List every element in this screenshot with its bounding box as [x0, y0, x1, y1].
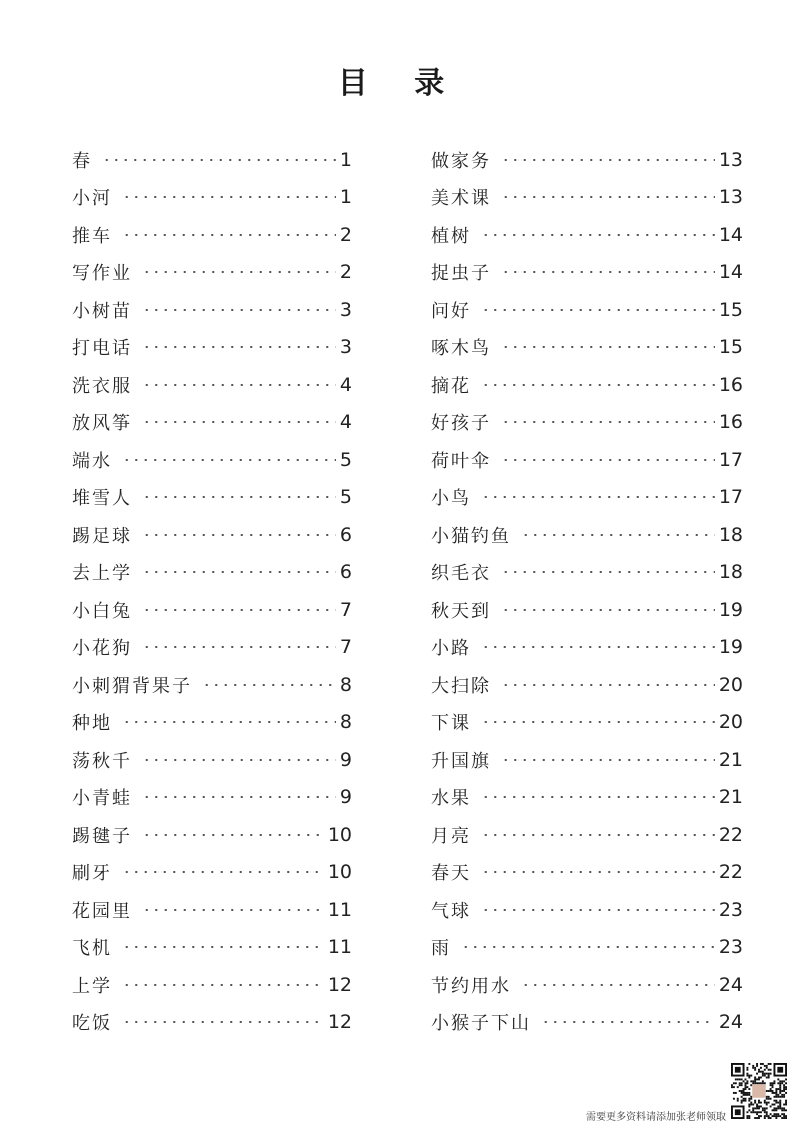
toc-entry-title: 小花狗 — [72, 638, 132, 660]
toc-entry-page: 1 — [339, 148, 352, 171]
toc-entry[interactable] — [431, 141, 743, 179]
toc-entry-title: 打电话 — [72, 338, 132, 360]
toc-entry-title: 小树苗 — [72, 300, 132, 322]
toc-entry-page: 14 — [718, 223, 743, 246]
toc-entry[interactable] — [431, 966, 743, 1004]
dot-leader — [481, 384, 715, 386]
toc-entry-title: 花园里 — [72, 900, 132, 922]
toc-entry[interactable] — [431, 891, 743, 929]
toc-entry-page: 11 — [327, 936, 352, 959]
toc-entry-title: 美术课 — [431, 188, 491, 210]
toc-entry-title: 秋天到 — [431, 600, 491, 622]
toc-entry[interactable] — [72, 854, 352, 892]
toc-entry-page: 7 — [339, 598, 352, 621]
toc-entry-title: 节约用水 — [431, 975, 511, 997]
toc-entry-page: 12 — [327, 1011, 352, 1034]
dot-leader — [501, 346, 715, 348]
toc-entry[interactable] — [431, 704, 743, 742]
toc-entry[interactable] — [431, 516, 743, 554]
dot-leader — [541, 1021, 715, 1023]
toc-entry[interactable] — [72, 666, 352, 704]
toc-entry-title: 雨 — [431, 938, 451, 960]
toc-entry-page: 7 — [339, 636, 352, 659]
toc-entry-page: 21 — [718, 748, 743, 771]
toc-entry-title: 荷叶伞 — [431, 450, 491, 472]
dot-leader — [501, 571, 715, 573]
toc-entry-page: 2 — [339, 261, 352, 284]
toc-entry-page: 18 — [718, 561, 743, 584]
dot-leader — [142, 496, 336, 498]
dot-leader — [142, 609, 336, 611]
toc-entry-page: 9 — [339, 748, 352, 771]
dot-leader — [501, 459, 715, 461]
toc-entry-title: 小猴子下山 — [431, 1013, 531, 1035]
toc-entry-page: 13 — [718, 148, 743, 171]
dot-leader — [481, 646, 715, 648]
toc-entry-page: 16 — [718, 373, 743, 396]
dot-leader — [501, 609, 715, 611]
toc-entry-page: 19 — [718, 636, 743, 659]
toc-entry-page: 12 — [327, 973, 352, 996]
dot-leader — [142, 534, 336, 536]
toc-entry-page: 22 — [718, 823, 743, 846]
dot-leader — [142, 796, 336, 798]
toc-entry-title: 下课 — [431, 713, 471, 735]
dot-leader — [122, 946, 324, 948]
toc-entry-title: 飞机 — [72, 938, 112, 960]
toc-entry-title: 小猫钓鱼 — [431, 525, 511, 547]
toc-entry[interactable] — [431, 629, 743, 667]
toc-entry-title: 啄木鸟 — [431, 338, 491, 360]
toc-entry-page: 24 — [718, 973, 743, 996]
dot-leader — [142, 571, 336, 573]
toc-entry[interactable] — [72, 479, 352, 517]
dot-leader — [202, 684, 336, 686]
dot-leader — [102, 159, 336, 161]
toc-entry-page: 13 — [718, 186, 743, 209]
dot-leader — [481, 496, 715, 498]
toc-entry-title: 织毛衣 — [431, 563, 491, 585]
toc-entry[interactable] — [431, 591, 743, 629]
toc-entry-page: 14 — [718, 261, 743, 284]
toc-entry[interactable] — [72, 216, 352, 254]
toc-entry-title: 上学 — [72, 975, 112, 997]
toc-entry[interactable] — [72, 891, 352, 929]
dot-leader — [501, 421, 715, 423]
dot-leader — [142, 909, 324, 911]
toc-entry-title: 小鸟 — [431, 488, 471, 510]
dot-leader — [142, 384, 336, 386]
dot-leader — [521, 984, 715, 986]
dot-leader — [122, 1021, 324, 1023]
toc-entry[interactable] — [72, 816, 352, 854]
toc-entry-page: 8 — [339, 711, 352, 734]
toc-entry[interactable] — [431, 779, 743, 817]
toc-entry-title: 吃饭 — [72, 1013, 112, 1035]
toc-entry-title: 摘花 — [431, 375, 471, 397]
dot-leader — [122, 984, 324, 986]
toc-entry-page: 10 — [327, 823, 352, 846]
toc-entry-page: 16 — [718, 411, 743, 434]
toc-entry-title: 去上学 — [72, 563, 132, 585]
dot-leader — [122, 234, 336, 236]
toc-entry[interactable] — [72, 554, 352, 592]
toc-entry[interactable] — [72, 404, 352, 442]
toc-entry[interactable] — [72, 704, 352, 742]
toc-entry-title: 春天 — [431, 863, 471, 885]
toc-entry[interactable] — [431, 329, 743, 367]
toc-entry-title: 气球 — [431, 900, 471, 922]
toc-entry[interactable] — [72, 366, 352, 404]
toc-entry-title: 写作业 — [72, 263, 132, 285]
toc-entry[interactable] — [431, 1004, 743, 1042]
footer-note: 需要更多资料请添加张老师领取 — [586, 1112, 726, 1123]
dot-leader — [142, 309, 336, 311]
toc-entry-page: 17 — [718, 486, 743, 509]
dot-leader — [142, 759, 336, 761]
toc-entry[interactable] — [431, 216, 743, 254]
page-title: 目 录 — [337, 66, 463, 101]
toc-entry-title: 月亮 — [431, 825, 471, 847]
dot-leader — [142, 834, 324, 836]
toc-entry[interactable] — [72, 516, 352, 554]
toc-entry[interactable] — [72, 966, 352, 1004]
toc-entry[interactable] — [72, 591, 352, 629]
toc-entry-page: 22 — [718, 861, 743, 884]
toc-entry[interactable] — [72, 179, 352, 217]
toc-entry-page: 6 — [339, 561, 352, 584]
toc-entry-title: 踢毽子 — [72, 825, 132, 847]
toc-entry-title: 刷牙 — [72, 863, 112, 885]
toc-entry[interactable] — [431, 929, 743, 967]
toc-entry-title: 大扫除 — [431, 675, 491, 697]
dot-leader — [501, 759, 715, 761]
toc-entry-title: 捉虫子 — [431, 263, 491, 285]
toc-entry-title: 植树 — [431, 225, 471, 247]
toc-entry-page: 15 — [718, 336, 743, 359]
toc-entry[interactable] — [431, 441, 743, 479]
toc-entry-page: 4 — [339, 411, 352, 434]
toc-entry-page: 5 — [339, 448, 352, 471]
toc-entry-title: 小河 — [72, 188, 112, 210]
toc-entry-title: 做家务 — [431, 150, 491, 172]
dot-leader — [481, 909, 715, 911]
toc-entry-title: 洗衣服 — [72, 375, 132, 397]
toc-entry-title: 小刺猬背果子 — [72, 675, 192, 697]
toc-entry[interactable] — [431, 404, 743, 442]
toc-entry-page: 1 — [339, 186, 352, 209]
dot-leader — [122, 196, 336, 198]
dot-leader — [501, 271, 715, 273]
dot-leader — [481, 234, 715, 236]
dot-leader — [501, 684, 715, 686]
toc-entry-page: 2 — [339, 223, 352, 246]
toc-entry-page: 18 — [718, 523, 743, 546]
toc-entry-title: 堆雪人 — [72, 488, 132, 510]
toc-entry-title: 端水 — [72, 450, 112, 472]
toc-entry[interactable] — [431, 366, 743, 404]
toc-entry[interactable] — [431, 179, 743, 217]
dot-leader — [521, 534, 715, 536]
toc-entry[interactable] — [431, 816, 743, 854]
dot-leader — [142, 646, 336, 648]
toc-entry[interactable] — [431, 291, 743, 329]
toc-entry[interactable] — [72, 441, 352, 479]
toc-entry-title: 水果 — [431, 788, 471, 810]
toc-entry[interactable] — [72, 741, 352, 779]
dot-leader — [122, 871, 324, 873]
dot-leader — [481, 796, 715, 798]
toc-entry[interactable] — [72, 779, 352, 817]
toc-entry-title: 荡秋千 — [72, 750, 132, 772]
toc-entry[interactable] — [72, 1004, 352, 1042]
qr-code-icon — [731, 1063, 787, 1119]
toc-entry-page: 8 — [339, 673, 352, 696]
toc-entry-title: 推车 — [72, 225, 112, 247]
toc-entry[interactable] — [72, 291, 352, 329]
dot-leader — [142, 271, 336, 273]
toc-entry-title: 小路 — [431, 638, 471, 660]
toc-entry-page: 11 — [327, 898, 352, 921]
toc-entry[interactable] — [431, 666, 743, 704]
toc-entry[interactable] — [431, 479, 743, 517]
toc-entry-title: 问好 — [431, 300, 471, 322]
toc-entry-title: 踢足球 — [72, 525, 132, 547]
toc-entry[interactable] — [431, 554, 743, 592]
toc-entry-page: 3 — [339, 298, 352, 321]
toc-entry[interactable] — [72, 929, 352, 967]
toc-entry-title: 小青蛙 — [72, 788, 132, 810]
dot-leader — [122, 459, 336, 461]
toc-entry[interactable] — [431, 854, 743, 892]
toc-entry-page: 17 — [718, 448, 743, 471]
toc-entry-title: 好孩子 — [431, 413, 491, 435]
toc-entry[interactable] — [431, 254, 743, 292]
toc-entry-title: 种地 — [72, 713, 112, 735]
dot-leader — [501, 159, 715, 161]
dot-leader — [481, 721, 715, 723]
toc-entry-page: 24 — [718, 1011, 743, 1034]
dot-leader — [501, 196, 715, 198]
dot-leader — [481, 871, 715, 873]
toc-entry-page: 15 — [718, 298, 743, 321]
dot-leader — [142, 346, 336, 348]
toc-entry-page: 23 — [718, 936, 743, 959]
dot-leader — [481, 834, 715, 836]
toc-entry-page: 23 — [718, 898, 743, 921]
toc-entry[interactable] — [431, 741, 743, 779]
toc-entry-title: 升国旗 — [431, 750, 491, 772]
toc-entry-page: 5 — [339, 486, 352, 509]
toc-entry[interactable] — [72, 329, 352, 367]
toc-entry[interactable] — [72, 629, 352, 667]
toc-left-column — [72, 141, 352, 1041]
toc-entry-page: 4 — [339, 373, 352, 396]
toc-right-column — [431, 141, 743, 1041]
toc-entry-page: 20 — [718, 673, 743, 696]
dot-leader — [122, 721, 336, 723]
toc-entry[interactable] — [72, 254, 352, 292]
toc-entry-page: 6 — [339, 523, 352, 546]
toc-entry-title: 小白兔 — [72, 600, 132, 622]
dot-leader — [481, 309, 715, 311]
toc-entry-page: 10 — [327, 861, 352, 884]
toc-entry-title: 放风筝 — [72, 413, 132, 435]
toc-entry-page: 21 — [718, 786, 743, 809]
toc-entry-page: 9 — [339, 786, 352, 809]
toc-entry-title: 春 — [72, 150, 92, 172]
toc-entry-page: 19 — [718, 598, 743, 621]
dot-leader — [461, 946, 715, 948]
toc-entry-page: 3 — [339, 336, 352, 359]
dot-leader — [142, 421, 336, 423]
toc-entry-page: 20 — [718, 711, 743, 734]
toc-entry[interactable] — [72, 141, 352, 179]
